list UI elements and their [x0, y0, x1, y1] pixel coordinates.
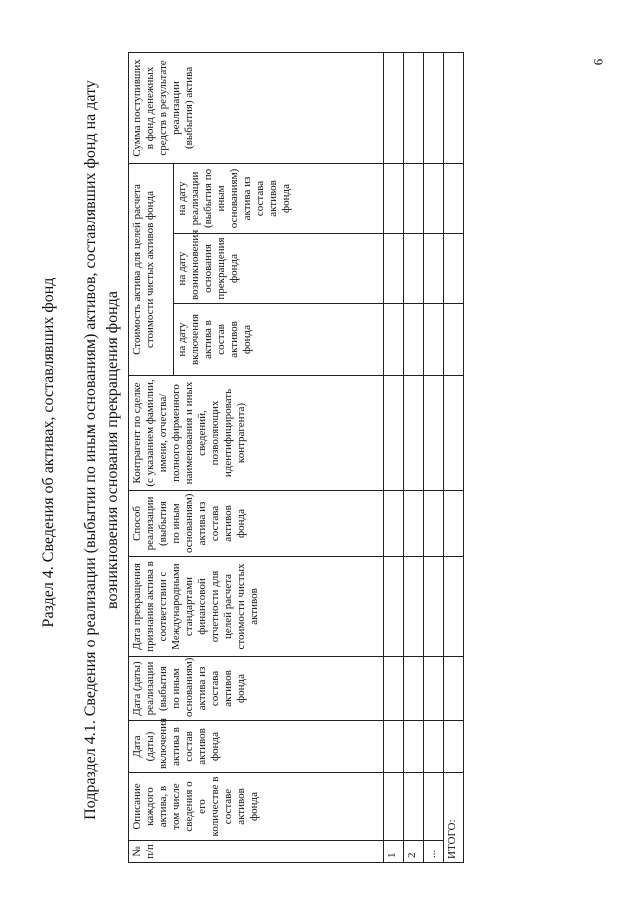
- table-cell: [384, 234, 404, 304]
- table-cell: [444, 52, 464, 163]
- table-cell: [444, 376, 464, 491]
- table-row: [424, 52, 444, 862]
- table-cell: [444, 557, 464, 657]
- table-cell: [444, 491, 464, 557]
- table-cell: [444, 234, 464, 304]
- section-title: Раздел 4. Сведения об активах, составлявших фонд: [40, 277, 57, 628]
- table-cell: [384, 376, 404, 491]
- table-cell: [404, 491, 424, 557]
- table-header-row: [129, 52, 174, 862]
- table-cell: [424, 491, 444, 557]
- total-row: [444, 52, 464, 862]
- page-number: 9: [591, 58, 606, 66]
- total-label: ИТОГО:: [444, 773, 464, 863]
- col-header-amount-received: Сумма поступивших в фонд денежных средств в результате реализации (выбытия) актива: [129, 52, 384, 163]
- col-header-recognition-end-date: Дата прекращения признания актива в соответствии с Международными стандартами финансовой отчетности для целей расчета стоимости чистых активов: [129, 557, 384, 657]
- table-cell: [384, 721, 404, 773]
- col-header-realization-date: Дата (даты) реализации (выбытия по иным основаниям) актива из состава активов фонда: [129, 657, 384, 721]
- col-header-num: № п/п: [129, 841, 384, 863]
- table-cell: [384, 657, 404, 721]
- table-cell: [444, 721, 464, 773]
- table-cell: [404, 557, 424, 657]
- table-cell: [404, 657, 424, 721]
- col-header-realization-method: Способ реализации (выбытия по иным основаниям) актива из состава активов фонда: [129, 491, 384, 557]
- table-cell: [424, 163, 444, 233]
- table-cell: [404, 234, 424, 304]
- table-cell: [404, 376, 424, 491]
- col-header-inclusion-date: Дата (даты) включения актива в состав активов фонда: [129, 721, 384, 773]
- col-header-value-group: Стоимость актива для целей расчета стоимости чистых активов фонда: [129, 163, 174, 375]
- table-row: [384, 52, 404, 862]
- table-cell: [384, 304, 404, 376]
- table-cell: [384, 557, 404, 657]
- table-cell: [424, 52, 444, 163]
- table-cell: [384, 163, 404, 233]
- col-header-value-on-termination: на дату возникновения основания прекращения фонда: [174, 234, 384, 304]
- table-cell: [384, 491, 404, 557]
- table-cell: [424, 721, 444, 773]
- row-number: ...: [424, 841, 444, 863]
- row-number: 1: [384, 841, 404, 863]
- table-cell: [404, 773, 424, 841]
- col-header-value-on-inclusion: на дату включения актива в состав активов фонда: [174, 304, 384, 376]
- table-cell: [384, 52, 404, 163]
- col-header-description: Описание каждого актива, в том числе сведения о его количестве в составе активов фонда: [129, 773, 384, 841]
- table-cell: [404, 304, 424, 376]
- table-cell: [424, 304, 444, 376]
- col-header-value-on-realization: на дату реализации (выбытия по иным основаниям) актива из состава активов фонда: [174, 163, 384, 233]
- table-cell: [444, 657, 464, 721]
- table-cell: [384, 773, 404, 841]
- row-number: 2: [404, 841, 424, 863]
- table-cell: [444, 304, 464, 376]
- table-cell: [424, 557, 444, 657]
- assets-table: [128, 52, 464, 863]
- table-cell: [444, 163, 464, 233]
- table-cell: [404, 52, 424, 163]
- table-cell: [424, 657, 444, 721]
- table-cell: [424, 376, 444, 491]
- table-cell: [424, 773, 444, 841]
- table-cell: [404, 163, 424, 233]
- table-cell: [424, 234, 444, 304]
- table-row: [404, 52, 424, 862]
- col-header-counterparty: Контрагент по сделке (с указанием фамилии, имени, отчества/полного фирменного наименования и иных сведений, позволяющих идентифицировать контрагента): [129, 376, 384, 491]
- subsection-title: Подраздел 4.1. Сведения о реализации (выбытии по иным основаниям) активов, составлявших фонд на дату возникновения основания прекращения фонда: [82, 80, 121, 820]
- table-cell: [404, 721, 424, 773]
